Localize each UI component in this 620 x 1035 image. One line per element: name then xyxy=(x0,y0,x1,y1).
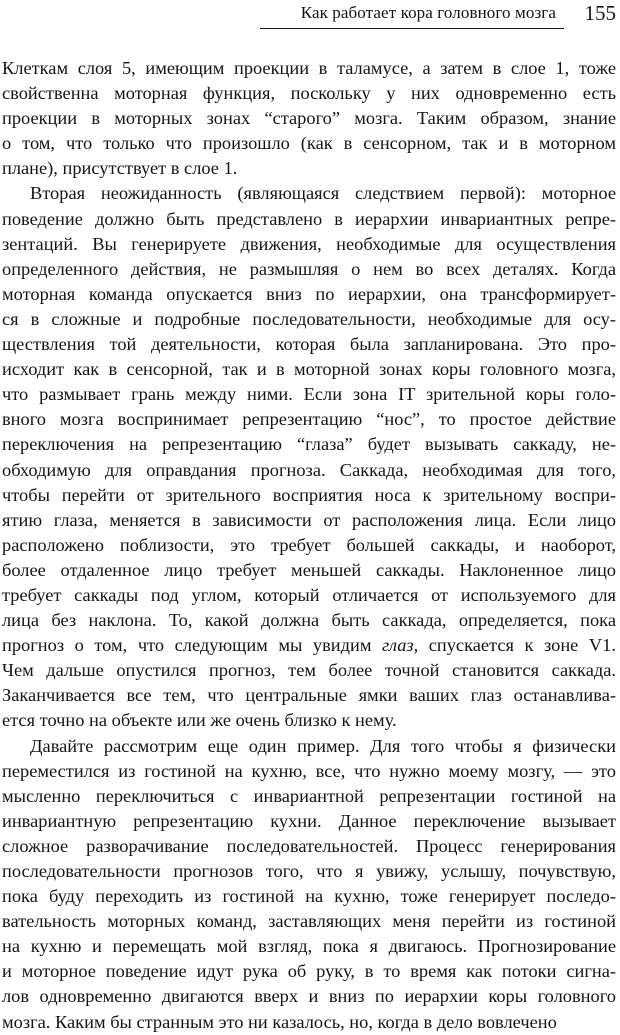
text-line: прогноз о том, что следующим мы увидим глаз, спускается к зоне V1. xyxy=(2,635,616,656)
text-line: мысленно переключиться с инвариантной репрезентации гостиной на xyxy=(2,785,616,806)
running-title: Как работает кора головного мозга xyxy=(300,3,556,22)
text-line: плане), присутствует в слое 1. xyxy=(2,158,238,179)
text-line: Заканчивается все тем, что центральные ямки ваших глаз останавлива- xyxy=(2,685,616,706)
text-line: более отдаленное лицо требует меньшей саккады. Наклоненное лицо xyxy=(2,559,616,580)
text-line: пока буду переходить из гостиной на кухню, тоже генерирует последо- xyxy=(2,886,616,907)
text-line: обходимую для оправдания прогноза. Саккада, необходимая для того, xyxy=(2,459,616,480)
header-rule xyxy=(260,28,564,29)
text-line: чтобы перейти от зрительного восприятия носа к зрительному воспри- xyxy=(2,484,616,505)
page-number: 155 xyxy=(584,1,616,25)
text-line: свойственна моторная функция, поскольку у них одновременно есть xyxy=(2,83,616,104)
text-line: Чем дальше опустился прогноз, тем более точной становится саккада. xyxy=(2,660,616,681)
text-line: проекции в моторных зонах “старого” мозга. Таким образом, знание xyxy=(2,108,616,129)
text-line: и моторное поведение идут рука об руку, в то время как потоки сигна- xyxy=(2,961,616,982)
running-header xyxy=(0,0,620,30)
text-line: о том, что только что произошло (как в сенсорном, так и в моторном xyxy=(2,133,616,154)
text-line: Клеткам слоя 5, имеющим проекции в таламусе, а затем в слое 1, тоже xyxy=(2,58,616,78)
text-line: определенного действия, не размышляя о нем во всех деталях. Когда xyxy=(2,258,616,279)
text-line: ся в сложные и подробные последовательности, необходимые для осу- xyxy=(2,308,616,329)
text-line: лов одновременно двигаются вверх и вниз по иерархии коры головного xyxy=(2,986,616,1007)
paragraph xyxy=(2,56,616,181)
text-line: инвариантную репрезентацию кухни. Данное переключение вызывает xyxy=(2,810,616,831)
text-line: переместился из гостиной на кухню, все, что нужно моему мозгу, — это xyxy=(2,760,616,781)
paragraph xyxy=(2,181,616,733)
text-line: что размывает грань между ними. Если зона IT зрительной коры голо- xyxy=(2,384,616,405)
text-line: мозга. Каким бы странным это ни казалось, но, когда в дело вовлечено xyxy=(2,1011,557,1032)
text-line: последовательности прогнозов того, что я увижу, услышу, почувствую, xyxy=(2,861,616,881)
text-line: ществления той деятельности, которая была запланирована. Это про- xyxy=(2,334,616,355)
text-line: зентаций. Вы генерируете движения, необходимые для осуществления xyxy=(2,233,616,254)
body-text xyxy=(2,56,616,1035)
text-line: вного мозга воспринимает репрезентацию “нос”, то простое действие xyxy=(2,409,616,430)
text-line: переключения на репрезентацию “глаза” будет вызывать саккаду, не- xyxy=(2,434,616,455)
text-line: требует саккады под углом, который отличается от используемого для xyxy=(2,584,616,605)
text-line: ется точно на объекте или же очень близко к нему. xyxy=(2,710,397,731)
text-line: лица без наклона. То, какой должна быть саккада, определяется, пока xyxy=(2,610,616,631)
text-line: вательность моторных команд, заставляющих меня перейти из гостиной xyxy=(2,911,616,932)
text-line: расположено поблизости, это требует большей саккады, и наоборот, xyxy=(2,534,616,555)
text-line: моторная команда опускается вниз по иерархии, она трансформирует- xyxy=(2,283,616,304)
text-line: ятию глаза, меняется в зависимости от расположения лица. Если лицо xyxy=(2,509,616,530)
text-line: Вторая неожиданность (являющаяся следствием первой): моторное xyxy=(30,183,616,204)
text-line: сложное разворачивание последовательностей. Процесс генерирования xyxy=(2,835,616,856)
text-line: Давайте рассмотрим еще один пример. Для того чтобы я физически xyxy=(30,735,616,756)
paragraph xyxy=(2,734,616,1035)
text-line: поведение должно быть представлено в иерархии инвариантных репре- xyxy=(2,208,616,229)
text-line: на кухню и перемещать мой взгляд, пока я двигаюсь. Прогнозирование xyxy=(2,936,616,957)
text-line: исходит как в сенсорной, так и в моторной зонах коры головного мозга, xyxy=(2,359,616,380)
